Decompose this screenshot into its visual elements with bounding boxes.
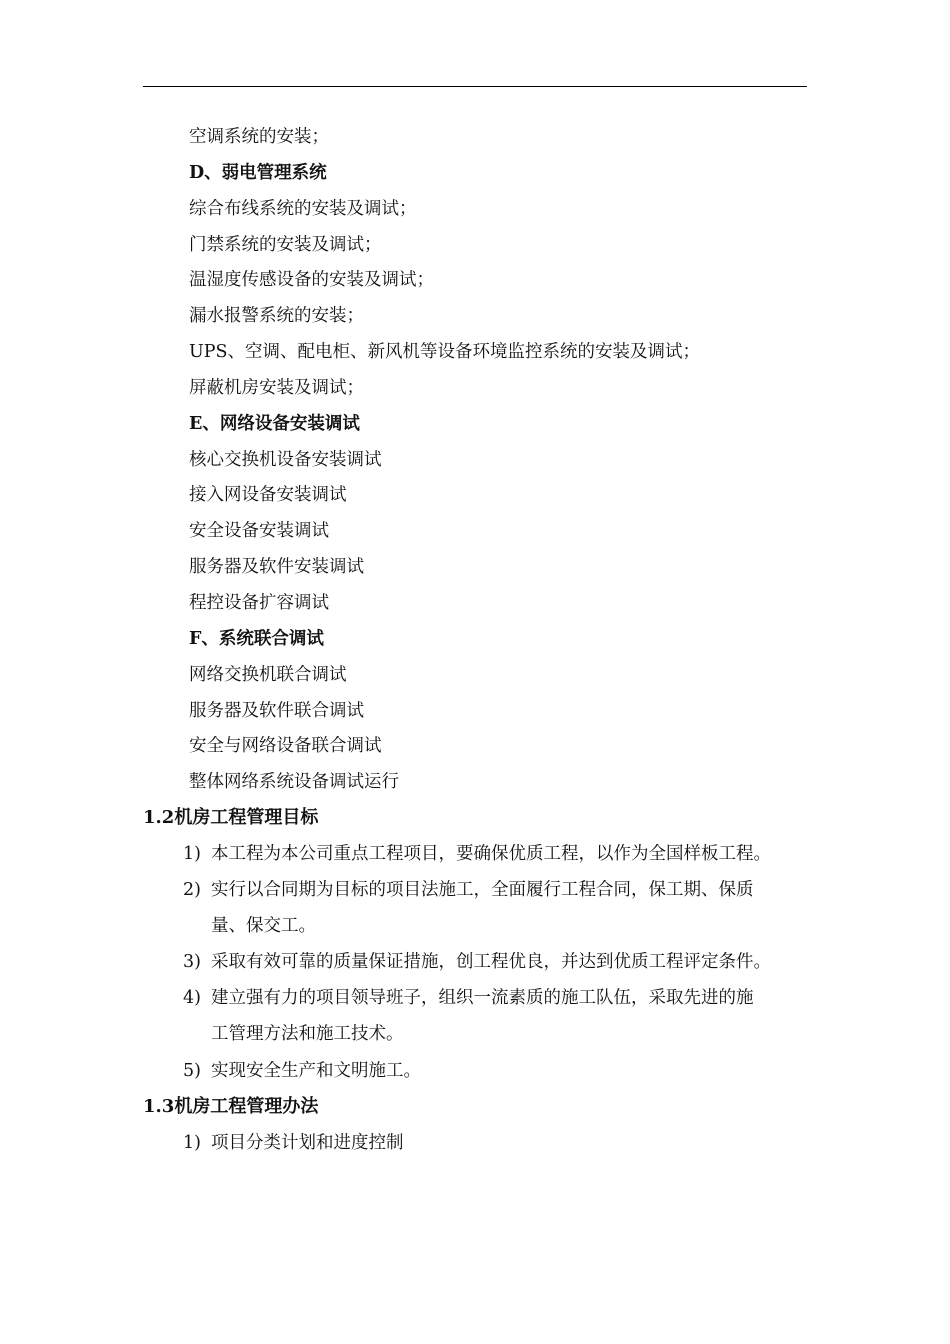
section-heading-f: F、系统联合调试 xyxy=(189,629,324,649)
item-text-continuation: 量、保交工。 xyxy=(211,916,316,936)
numbered-item xyxy=(183,951,771,973)
list-item: 温湿度传感设备的安装及调试； xyxy=(189,270,434,290)
header-rule xyxy=(143,86,807,87)
item-text-continuation: 工管理方法和施工技术。 xyxy=(211,1024,404,1044)
list-item: 网络交换机联合调试 xyxy=(189,665,347,685)
item-number: 1) xyxy=(183,1133,201,1153)
item-text: 项目分类计划和进度控制 xyxy=(211,1133,404,1153)
numbered-item xyxy=(183,1132,404,1154)
numbered-item xyxy=(183,1060,421,1082)
item-text: 建立强有力的项目领导班子，组织一流素质的施工队伍，采取先进的施 xyxy=(211,988,754,1008)
section-heading-1-2: 1.2机房工程管理目标 xyxy=(143,807,319,828)
item-text: 实现安全生产和文明施工。 xyxy=(211,1061,421,1081)
list-item: 安全设备安装调试 xyxy=(189,521,329,541)
item-number: 3) xyxy=(183,952,201,972)
list-item: 整体网络系统设备调试运行 xyxy=(189,772,399,792)
list-item: 屏蔽机房安装及调试； xyxy=(189,378,364,398)
section-heading-1-3: 1.3机房工程管理办法 xyxy=(143,1096,319,1117)
item-text: 采取有效可靠的质量保证措施，创工程优良，并达到优质工程评定条件。 xyxy=(211,952,771,972)
section-heading-e: E、网络设备安装调试 xyxy=(189,414,360,434)
list-item: 漏水报警系统的安装； xyxy=(189,306,364,326)
list-item: UPS、空调、配电柜、新风机等设备环境监控系统的安装及调试； xyxy=(189,342,701,362)
list-item: 接入网设备安装调试 xyxy=(189,485,347,505)
list-item: 安全与网络设备联合调试 xyxy=(189,736,382,756)
list-item: 空调系统的安装； xyxy=(189,127,329,147)
list-item: 核心交换机设备安装调试 xyxy=(189,450,382,470)
numbered-item xyxy=(183,843,771,865)
list-item: 门禁系统的安装及调试； xyxy=(189,235,382,255)
item-number: 2) xyxy=(183,880,201,900)
item-text: 实行以合同期为目标的项目法施工，全面履行工程合同，保工期、保质 xyxy=(211,880,754,900)
list-item: 程控设备扩容调试 xyxy=(189,593,329,613)
item-text: 本工程为本公司重点工程项目，要确保优质工程，以作为全国样板工程。 xyxy=(211,844,771,864)
item-number: 4) xyxy=(183,988,201,1008)
list-item: 服务器及软件联合调试 xyxy=(189,701,364,721)
list-item: 综合布线系统的安装及调试； xyxy=(189,199,417,219)
numbered-item xyxy=(183,987,754,1009)
numbered-item xyxy=(183,879,754,901)
list-item: 服务器及软件安装调试 xyxy=(189,557,364,577)
item-number: 1) xyxy=(183,844,201,864)
section-heading-d: D、弱电管理系统 xyxy=(189,163,327,183)
item-number: 5) xyxy=(183,1061,201,1081)
